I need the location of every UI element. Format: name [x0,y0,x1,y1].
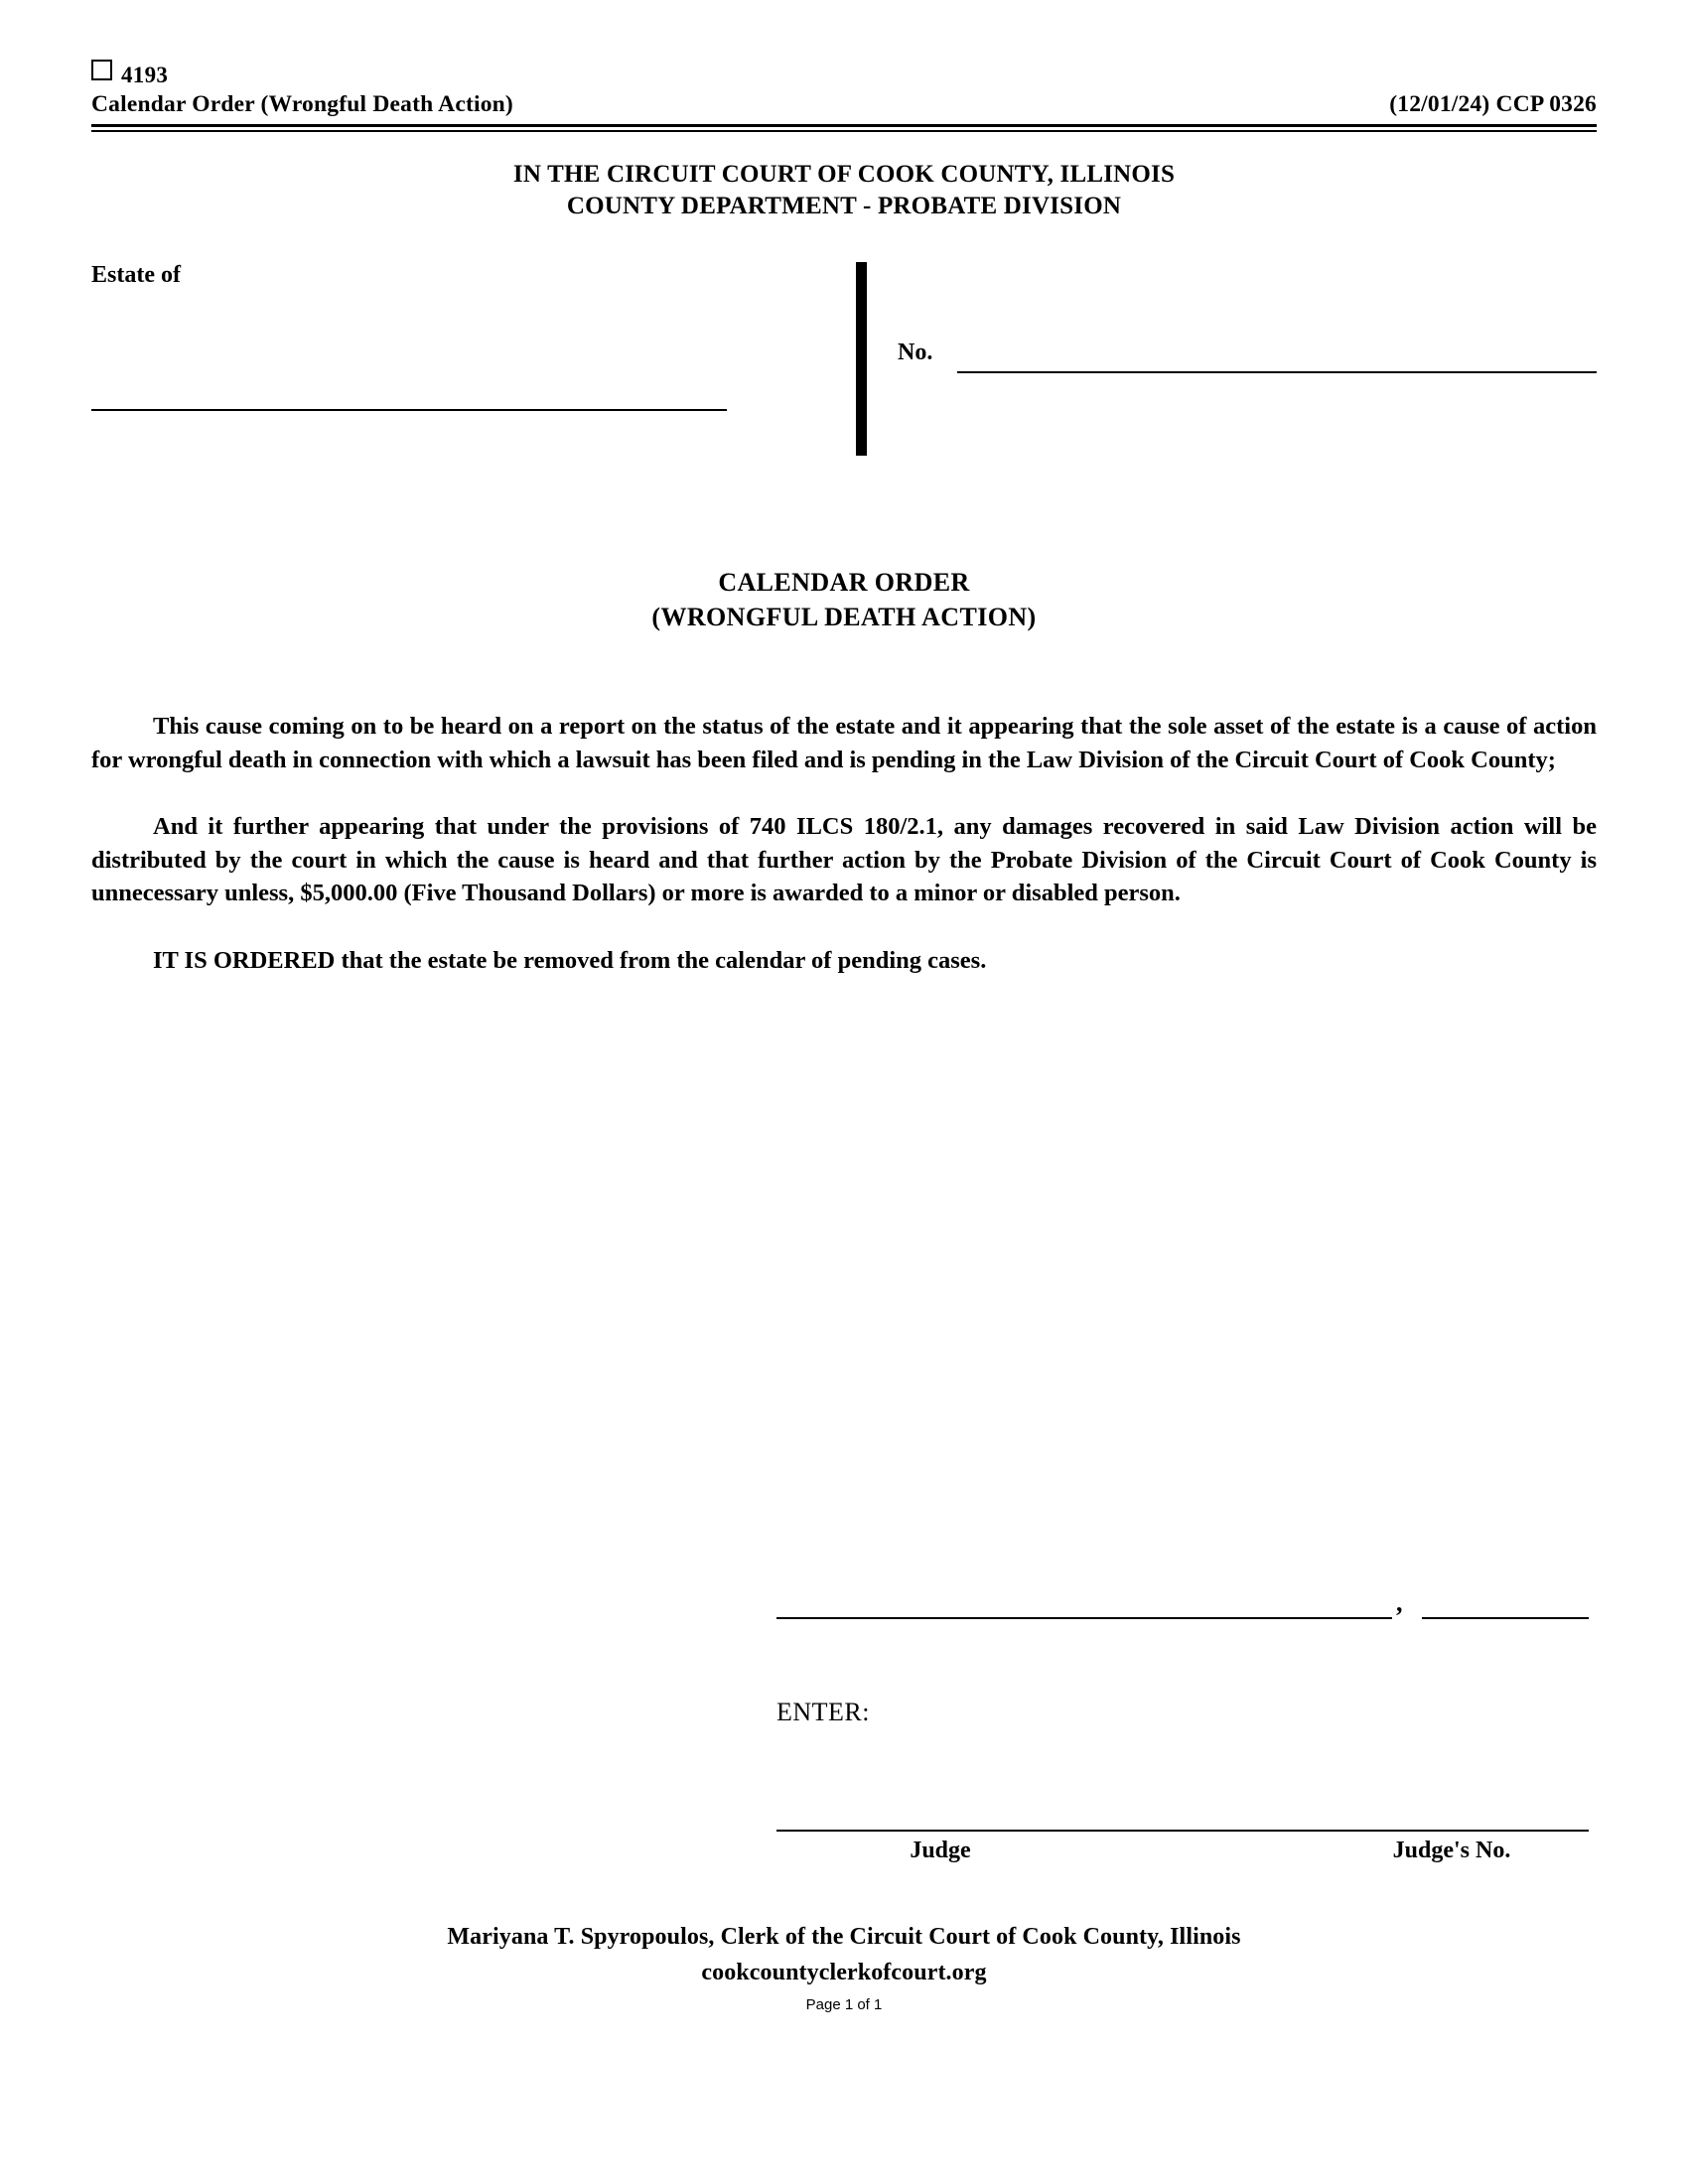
judge-signature-input[interactable] [776,1830,1589,1832]
court-heading-line1: IN THE CIRCUIT COURT OF COOK COUNTY, ILLINOIS [512,161,1176,188]
court-heading [91,159,1597,222]
case-number-label: No. [898,340,933,365]
caption-vertical-rule [856,262,867,456]
page-title-line2: (WRONGFUL DEATH ACTION) [651,603,1037,632]
judge-number-label: Judge's No. [1392,1838,1511,1863]
form-header [91,62,1597,132]
body-paragraph-3: IT IS ORDERED that the estate be removed from the calendar of pending cases. [153,947,987,974]
form-title: Calendar Order (Wrongful Death Action) [91,91,513,117]
page-title-line1: CALENDAR ORDER [718,568,970,597]
date-input[interactable] [776,1617,1392,1619]
date-comma: , [1396,1588,1403,1617]
year-input[interactable] [1422,1617,1589,1619]
signature-block [91,1583,1597,1863]
date-row [91,1583,1597,1629]
enter-label: ENTER: [776,1698,870,1726]
document-content [91,0,1597,1012]
footer-page-number: Page 1 of 1 [805,1996,883,2013]
form-title-row [91,91,1597,118]
page-title [91,565,1597,634]
checkbox-icon [91,60,112,80]
footer-website-link[interactable]: cookcountyclerkofcourt.org [701,1960,987,1985]
case-caption [91,262,1597,461]
estate-of-input[interactable] [91,409,727,411]
case-number-input[interactable] [957,371,1597,373]
body-paragraph-2: And it further appearing that under the provisions of 740 ILCS 180/2.1, any damages recovered in said Law Division action will be distributed by the court in which the cause is heard and that further action by the Probate Division of the Circuit Court of Cook County is unnecessary unless, $5,000.00 (Five Thousand Dollars) or more is awarded to a minor or disabled person. [91,813,1597,907]
order-body [91,710,1597,977]
form-code: (12/01/24) CCP 0326 [1389,91,1597,117]
page-footer [0,1924,1688,2013]
court-heading-line2: COUNTY DEPARTMENT - PROBATE DIVISION [566,193,1122,219]
estate-of-label: Estate of [91,262,181,288]
form-number-row [91,62,1597,88]
header-divider [91,124,1597,132]
judge-label: Judge [910,1838,971,1863]
footer-clerk-line: Mariyana T. Spyropoulos, Clerk of the Circuit Court of Cook County, Illinois [447,1924,1241,1950]
form-number: 4193 [121,63,169,87]
body-paragraph-1: This cause coming on to be heard on a report on the status of the estate and it appearing that the sole asset of the estate is a cause of action for wrongful death in connection with which a lawsuit has been filed and is pending in the Law Division of the Circuit Court of Cook County; [91,713,1597,773]
